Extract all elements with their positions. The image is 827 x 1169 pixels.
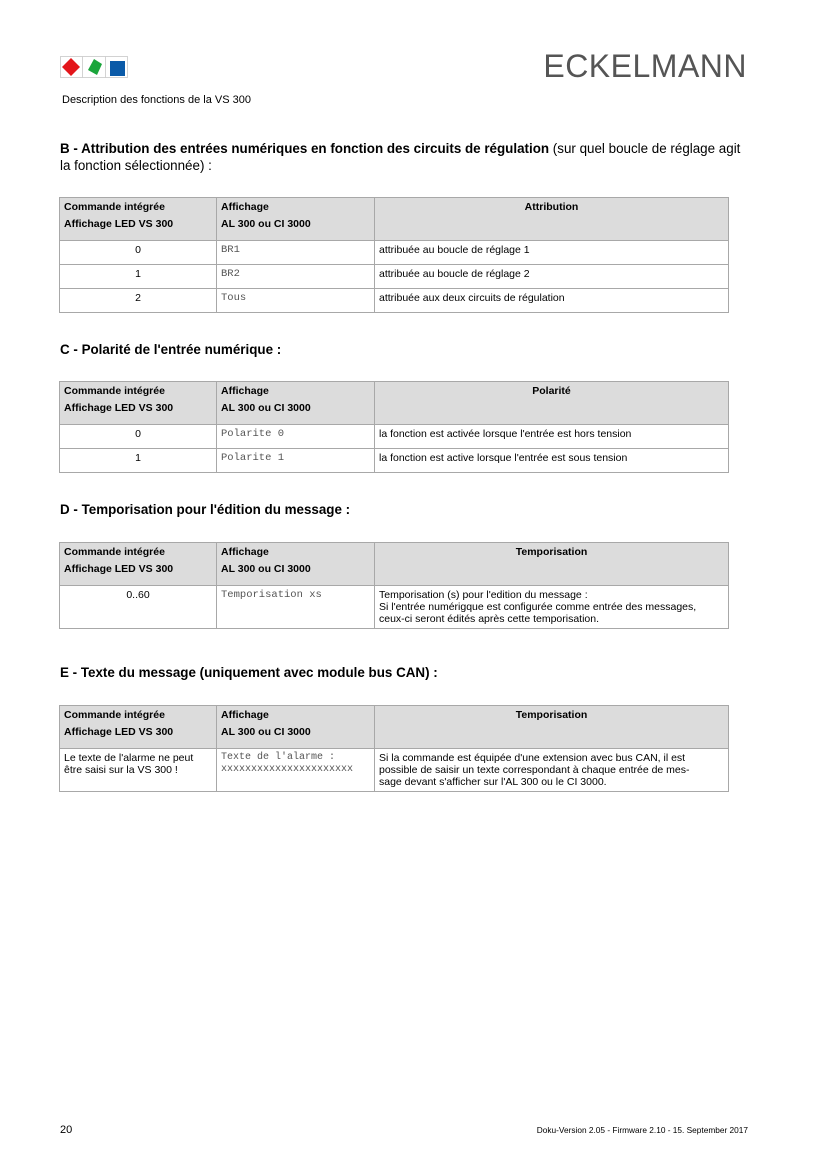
table-header-row: [60, 706, 729, 749]
cell-desc: attribuée au boucle de réglage 2: [375, 265, 729, 289]
cell-cmd: 0..60: [60, 586, 217, 629]
brand-name: ECKELMANN: [543, 48, 747, 84]
cell-desc: Si la commande est équipée d'une extension avec bus CAN, il est possible de saisir un texte correspondant à chaque entrée de mes- sage devant s'afficher sur l'AL 300 ou le CI 3000.: [375, 749, 729, 792]
cell-cmd: 0: [60, 425, 217, 449]
table-row: [60, 241, 729, 265]
cell-desc: la fonction est active lorsque l'entrée est sous tension: [375, 449, 729, 473]
cell-desc: attribuée au boucle de réglage 1: [375, 241, 729, 265]
section-d-table: [59, 542, 729, 629]
header-commande: Commande intégrée Affichage LED VS 300: [60, 706, 217, 749]
cell-cmd: 1: [60, 265, 217, 289]
document-subtitle: Description des fonctions de la VS 300: [62, 94, 251, 106]
cell-display: Polarite 0: [217, 425, 375, 449]
header-affichage: Affichage AL 300 ou CI 3000: [217, 198, 375, 241]
cell-display: Temporisation xs: [217, 586, 375, 629]
eckelmann-logo: [60, 56, 128, 78]
section-d-heading: D - Temporisation pour l'édition du message :: [60, 502, 351, 517]
cell-cmd: Le texte de l'alarme ne peut être saisi sur la VS 300 !: [60, 749, 217, 792]
page-number: 20: [60, 1124, 73, 1136]
section-b-title-rest: (sur quel boucle de réglage agit la fonction sélectionnée) :: [60, 141, 741, 173]
table-row: [60, 749, 729, 792]
section-b-table: [59, 197, 729, 313]
cell-display: Polarite 1: [217, 449, 375, 473]
header-affichage: Affichage AL 300 ou CI 3000: [217, 382, 375, 425]
table-row: [60, 425, 729, 449]
cell-cmd: 0: [60, 241, 217, 265]
header-polarite: Polarité: [375, 382, 729, 425]
table-header-row: [60, 543, 729, 586]
section-c-heading: C - Polarité de l'entrée numérique :: [60, 342, 282, 357]
section-b-title-bold: B - Attribution des entrées numériques en fonction des circuits de régulation: [60, 141, 550, 156]
table-header-row: [60, 198, 729, 241]
cell-display: BR2: [217, 265, 375, 289]
cell-display: Tous: [217, 289, 375, 313]
table-row: [60, 586, 729, 629]
table-row: [60, 265, 729, 289]
section-e-heading: E - Texte du message (uniquement avec module bus CAN) :: [60, 665, 438, 680]
cell-display: Texte de l'alarme : xxxxxxxxxxxxxxxxxxxxxx: [217, 749, 375, 792]
header-affichage: Affichage AL 300 ou CI 3000: [217, 543, 375, 586]
section-c-table: [59, 381, 729, 473]
section-e-table: [59, 705, 729, 792]
header-temporisation: Temporisation: [375, 543, 729, 586]
header-attribution: Attribution: [375, 198, 729, 241]
header-commande: Commande intégrée Affichage LED VS 300: [60, 382, 217, 425]
cell-display: BR1: [217, 241, 375, 265]
table-header-row: [60, 382, 729, 425]
cell-desc: attribuée aux deux circuits de régulation: [375, 289, 729, 313]
cell-desc: Temporisation (s) pour l'edition du message : Si l'entrée numérigque est configurée comme entrée des messages, ceux-ci seront édités après cette temporisation.: [375, 586, 729, 629]
table-row: [60, 289, 729, 313]
table-row: [60, 449, 729, 473]
logo-blue-square: [110, 61, 125, 76]
cell-cmd: 2: [60, 289, 217, 313]
header-temporisation: Temporisation: [375, 706, 729, 749]
doc-version: Doku-Version 2.05 - Firmware 2.10 - 15. September 2017: [536, 1125, 748, 1135]
section-b-heading: [60, 140, 750, 174]
header-affichage: Affichage AL 300 ou CI 3000: [217, 706, 375, 749]
cell-cmd: 1: [60, 449, 217, 473]
cell-desc: la fonction est activée lorsque l'entrée est hors tension: [375, 425, 729, 449]
header-commande: Commande intégrée Affichage LED VS 300: [60, 543, 217, 586]
header-commande: Commande intégrée Affichage LED VS 300: [60, 198, 217, 241]
